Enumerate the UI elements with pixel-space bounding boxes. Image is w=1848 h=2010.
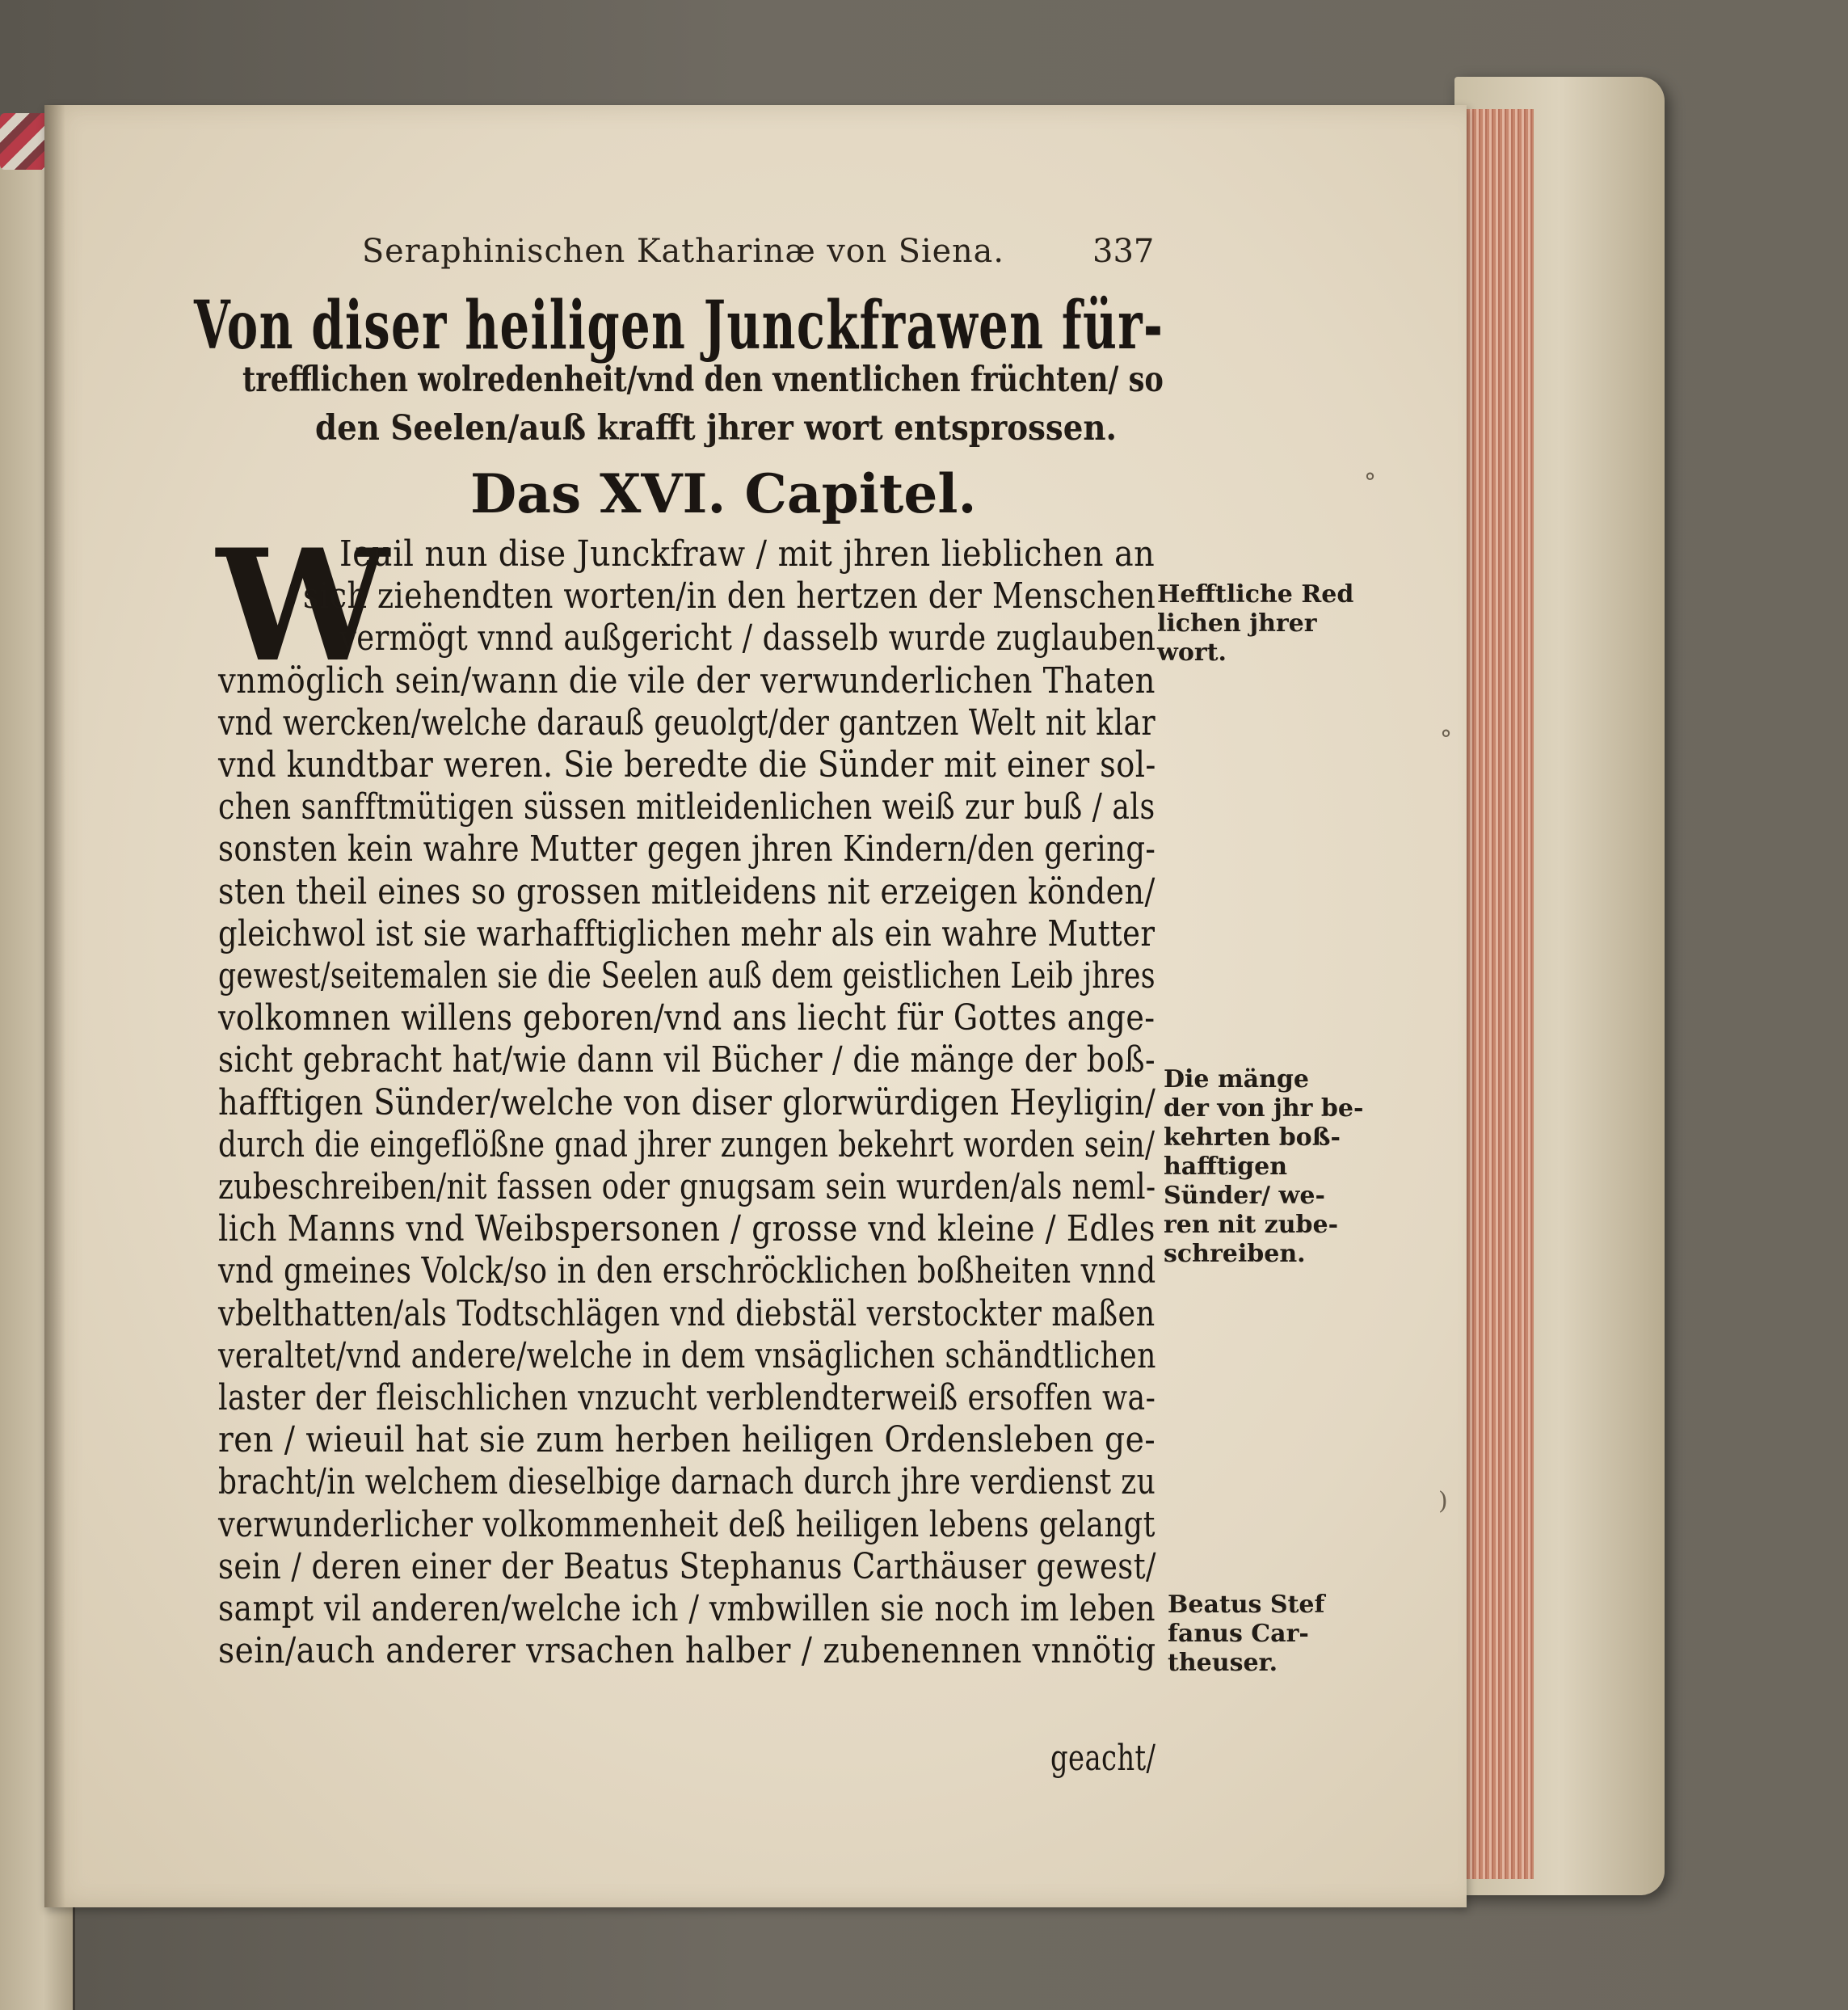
margin-note-line: ren nit zube- (1164, 1211, 1339, 1239)
margin-note-line: Die mänge (1164, 1065, 1309, 1093)
body-line: sein / deren einer der Beatus Stephanus Carthäuser gewest/ (218, 1545, 1156, 1587)
chapter-subheading-line: trefflichen wolredenheit/vnd den vnentlichen früchten/ so (242, 360, 1164, 400)
chapter-subheading-line: den Seelen/auß krafft jhrer wort entsprossen. (315, 408, 1118, 449)
body-line: sich ziehendten worten/in den hertzen der Menschen (303, 575, 1156, 617)
body-line: durch die eingeflößne gnad jhrer zungen bekehrt worden sein/ (218, 1123, 1156, 1165)
paper-speck: ° (1364, 469, 1376, 497)
margin-note-line: Hefftliche Red (1157, 580, 1354, 609)
body-line: vnmöglich sein/wann die vile der verwunderlichen Thaten (218, 659, 1156, 702)
margin-note-line: fanus Car- (1168, 1620, 1309, 1648)
margin-note-line: hafftigen (1164, 1152, 1288, 1181)
body-line: lich Manns vnd Weibspersonen / grosse vnd kleine / Edles (218, 1208, 1156, 1250)
catchword: geacht/ (1050, 1738, 1156, 1779)
body-line: gleichwol ist sie warhafftiglichen mehr als ein wahre Mutter (218, 912, 1156, 954)
margin-note-line: wort. (1157, 638, 1227, 667)
body-line: laster der fleischlichen vnzucht verblendterweiß ersoffen wa- (218, 1377, 1156, 1418)
body-line: veraltet/vnd andere/welche in dem vnsäglichen schändtlichen (218, 1334, 1156, 1376)
body-line: chen sanfftmütigen süssen mitleidenlichen weiß zur buß / als (218, 786, 1156, 828)
body-line: vermögt vnnd außgericht / dasselb wurde zuglauben (339, 617, 1156, 659)
body-line: sicht gebracht hat/wie dann vil Bücher / die mänge der boß- (218, 1039, 1156, 1081)
body-line: hafftigen Sünder/welche von diser glorwürdigen Heyligin/ (218, 1081, 1156, 1123)
margin-note-line: schreiben. (1164, 1240, 1306, 1268)
margin-note (1164, 1065, 1363, 1269)
body-line: bracht/in welchem dieselbige darnach durch jhre verdienst zu (218, 1461, 1156, 1503)
page-fore-edge (1461, 109, 1534, 1879)
body-line: sten theil eines so grossen mitleidens nit erzeigen könden/ (218, 870, 1156, 912)
body-line: vnd kundtbar weren. Sie beredte die Sünder mit einer sol- (218, 744, 1156, 786)
decorated-initial: W (217, 516, 389, 696)
margin-note (1157, 580, 1353, 668)
margin-note-line: kehrten boß- (1164, 1123, 1341, 1152)
body-line: sein/auch anderer vrsachen halber / zubenennen vnnötig (218, 1630, 1156, 1672)
body-line: vbelthatten/als Todtschlägen vnd diebstäl verstockter maßen (218, 1292, 1156, 1334)
margin-note-line: Sünder/ we- (1164, 1182, 1325, 1210)
chapter-number: Das XVI. Capitel. (470, 462, 977, 525)
margin-note-line: lichen jhrer (1157, 609, 1317, 638)
body-line: sampt vil anderen/welche ich / vmbwillen sie noch im leben (218, 1588, 1156, 1629)
margin-note-line: theuser. (1168, 1649, 1278, 1677)
paper-speck: ) (1438, 1487, 1448, 1515)
body-line: verwunderlicher volkommenheit deß heiligen lebens gelangt (218, 1503, 1156, 1545)
page-number: 337 (1092, 233, 1155, 270)
gutter-shadow (44, 105, 65, 1907)
chapter-heading: Von diser heiligen Junckfrawen für- (194, 287, 1164, 364)
body-line: Ieuil nun dise Junckfraw / mit jhren lieblichen an (339, 533, 1156, 575)
body-line: gewest/seitemalen sie die Seelen auß dem geistlichen Leib jhres (218, 955, 1156, 997)
running-head: Seraphinischen Katharinæ von Siena. (362, 233, 1004, 270)
margin-note (1168, 1591, 1324, 1678)
paper-speck: ° (1440, 726, 1452, 754)
body-line: vnd wercken/welche darauß geuolgt/der gantzen Welt nit klar (218, 702, 1156, 744)
body-line: sonsten kein wahre Mutter gegen jhren Kindern/den gering- (218, 828, 1156, 870)
body-line: ren / wieuil hat sie zum herben heiligen Ordensleben ge- (218, 1419, 1156, 1461)
body-line: zubeschreiben/nit fassen oder gnugsam sein wurden/als neml- (218, 1166, 1156, 1207)
body-line: vnd gmeines Volck/so in den erschröcklichen boßheiten vnnd (218, 1250, 1156, 1292)
margin-note-line: der von jhr be- (1164, 1094, 1364, 1123)
margin-note-line: Beatus Stef (1168, 1591, 1325, 1619)
body-line: volkomnen willens geboren/vnd ans liecht für Gottes ange- (218, 997, 1156, 1039)
